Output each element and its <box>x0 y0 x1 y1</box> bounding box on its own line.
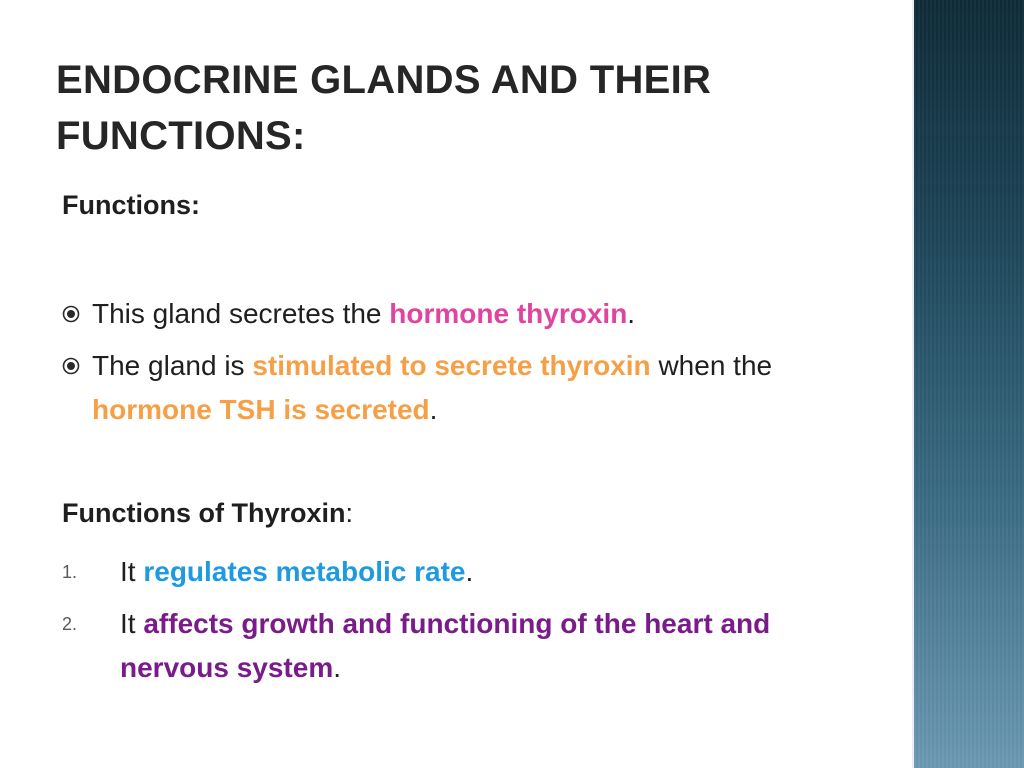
bullet-text-end: . <box>627 298 636 329</box>
bullet-text: The gland is <box>92 350 253 381</box>
thyroxin-functions-heading <box>62 498 353 529</box>
functions-heading: Functions: <box>62 190 200 220</box>
numbered-item <box>62 550 882 594</box>
bullet-item <box>62 344 882 432</box>
highlight-text: stimulated to secrete thyroxin <box>252 350 651 381</box>
circle-dot-icon <box>62 357 80 375</box>
heading-colon: : <box>345 498 354 528</box>
decorative-side-bar <box>912 0 1024 768</box>
highlight-text: hormone TSH is secreted <box>92 394 430 425</box>
item-text: It <box>120 556 144 587</box>
numbered-list <box>62 550 882 698</box>
item-text: It <box>120 608 144 639</box>
bullet-text-middle: when the <box>650 350 773 381</box>
highlight-text: regulates metabolic rate <box>143 556 466 587</box>
bullet-text-end: . <box>429 394 438 425</box>
item-number: 1. <box>62 562 78 582</box>
numbered-item <box>62 602 882 690</box>
bullet-list <box>62 292 882 440</box>
highlight-text: hormone thyroxin <box>389 298 628 329</box>
bullet-item <box>62 292 882 336</box>
item-text-end: . <box>333 652 341 683</box>
bullet-text: This gland secretes the <box>92 298 390 329</box>
highlight-text: affects growth and functioning of the heart and nervous system <box>120 608 771 683</box>
circle-dot-icon <box>62 305 80 323</box>
item-number: 2. <box>62 614 78 634</box>
slide-title: ENDOCRINE GLANDS AND THEIR FUNCTIONS: <box>56 58 712 158</box>
item-text-end: . <box>465 556 474 587</box>
thyroxin-heading-text: Functions of Thyroxin <box>62 498 346 528</box>
